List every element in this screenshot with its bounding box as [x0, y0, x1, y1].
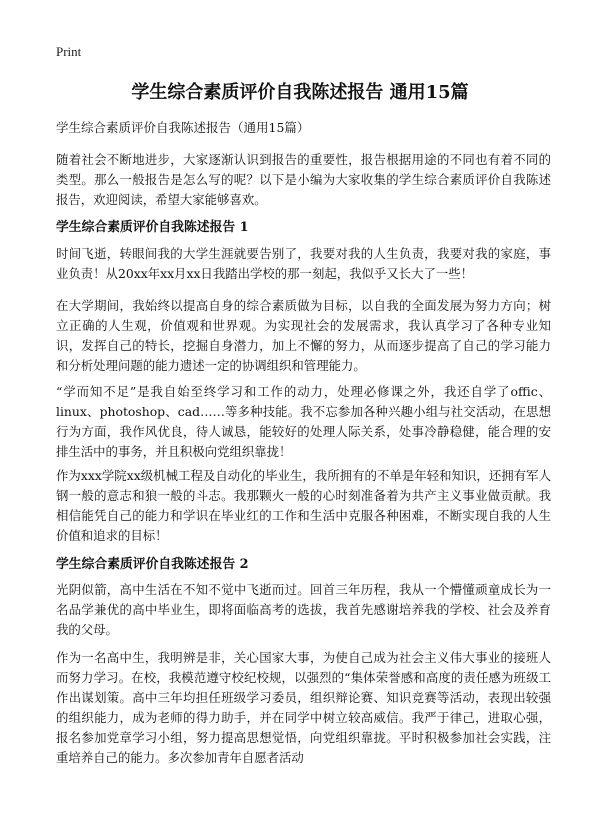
section-heading-2: 学生综合素质评价自我陈述报告 2 [56, 557, 249, 572]
print-link[interactable]: Print [56, 44, 82, 59]
paragraph-1-1: 时间飞逝，转眼间我的大学生涯就要告别了，我要对我的人生负责，我要对我的家庭，事业负责！从20xx年xx月xx日我踏出学校的那一刻起，我似乎又长大了一些！ [56, 246, 551, 281]
document-subtitle: 学生综合素质评价自我陈述报告（通用15篇） [56, 120, 310, 135]
paragraph-1-4: 作为xxx学院xx级机械工程及自动化的毕业生，我所拥有的不单是年轻和知识，还拥有军人钢一般的意志和狼一般的斗志。我那颗火一般的心时刻准备着为共产主义事业做贡献。我相信能凭自己的能力和学识在毕业红的工作和生活中克服各种困难，不断实现自我的人生价值和追求的目标！ [56, 468, 551, 543]
document-title: 学生综合素质评价自我陈述报告 通用15篇 [131, 82, 469, 103]
paragraph-2-2: 作为一名高中生，我明辨是非，关心国家大事，为使自己成为社会主义伟大事业的接班人而努力学习。在校，我模范遵守校纪校规，以强烈的“集体荣誉感和高度的责任感为班级工作出谋划策。高中三年均担任班级学习委员，组织辩论赛、知识竞赛等活动，表现出较强的组织能力，成为老师的得力助手，并在同学中树立较高威信。我严于律己，进取心强，报名参加党章学习小组，努力提高思想觉悟，向党组织靠拢。平时积极参加社会实践，注重培养自己的能力。多次参加青年自愿者活动 [56, 650, 551, 765]
paragraph-1-2: 在大学期间，我始终以提高自身的综合素质做为目标，以自我的全面发展为努力方向；树立正确的人生观，价值观和世界观。为实现社会的发展需求，我认真学习了各种专业知识，发挥自己的特长，挖掘自身潜力，加上不懈的努力，从而逐步提高了自己的学习能力和分析处理问题的能力遗述一定的协调组织和管理能力。 [56, 298, 551, 373]
paragraph-1-3: “学而知不足”是我自始至终学习和工作的动力，处理必修课之外，我还自学了offic、linux、photoshop、cad……等多种技能。我不忘参加各种兴趣小组与社交活动，在思想行为方面，我作风优良，待人诚恳，能较好的处理人际关系，处事冷静稳健，能合理的安排生活中的事务，并且积极向党组织靠拢！ [56, 384, 551, 459]
intro-paragraph: 随着社会不断地进步，大家逐渐认识到报告的重要性，报告根据用途的不同也有着不同的类型。那么一般报告是怎么写的呢？以下是小编为大家收集的学生综合素质评价自我陈述报告，欢迎阅读，希望大家能够喜欢。 [56, 152, 551, 207]
section-heading-1: 学生综合素质评价自我陈述报告 1 [56, 220, 249, 235]
paragraph-2-1: 光阴似箭，高中生活在不知不觉中飞逝而过。回首三年历程，我从一个懵懂顽童成长为一名品学兼优的高中毕业生，即将面临高考的选拔，我首先感谢培养我的学校、社会及养育我的父母。 [56, 582, 551, 637]
